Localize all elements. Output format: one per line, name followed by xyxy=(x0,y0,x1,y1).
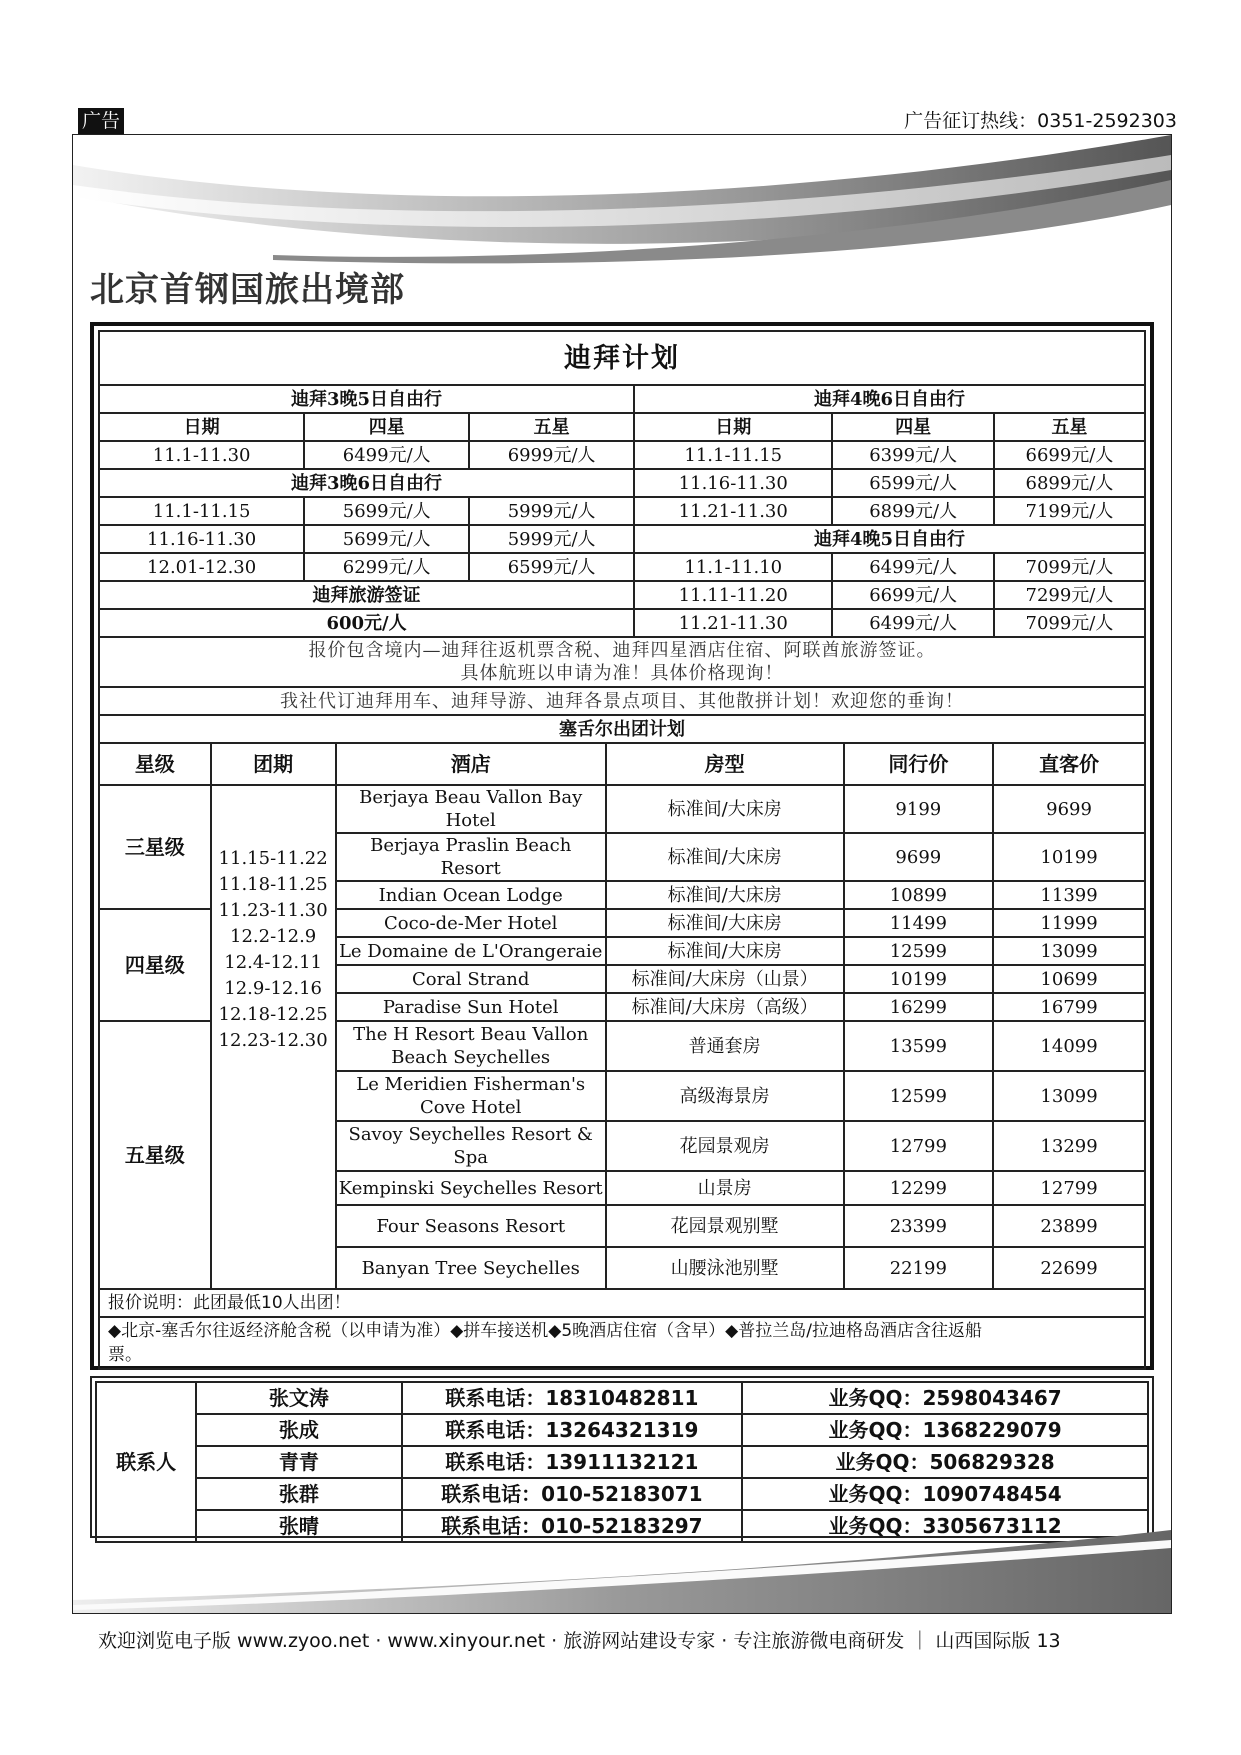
price-cell: 6499元/人 xyxy=(832,609,993,637)
trade-price-cell: 9199 xyxy=(844,785,994,833)
col-retail-price: 直客价 xyxy=(993,743,1145,785)
retail-price-cell: 13299 xyxy=(993,1121,1145,1171)
company-title: 北京首钢国旅出境部 xyxy=(90,270,405,310)
room-cell: 普通套房 xyxy=(606,1021,844,1071)
room-cell: 标准间/大床房（高级） xyxy=(606,993,844,1021)
ad-hotline: 广告征订热线：0351-2592303 xyxy=(904,110,1177,132)
table-row xyxy=(99,785,1145,833)
dubai-seychelles-plan-box xyxy=(90,322,1154,1370)
date-cell: 12.01-12.30 xyxy=(99,553,304,581)
dubai-note-line2: 具体航班以申请为准！具体价格现询！ xyxy=(460,663,784,684)
price-cell: 7099元/人 xyxy=(994,609,1145,637)
table-row xyxy=(99,609,1145,637)
header-swoosh-decoration xyxy=(73,135,1171,265)
hotel-cell: Four Seasons Resort xyxy=(336,1205,606,1247)
table-row xyxy=(99,497,1145,525)
dubai-4n6d-title: 迪拜4晚6日自由行 xyxy=(634,385,1145,413)
room-cell: 高级海景房 xyxy=(606,1071,844,1121)
star-group-5: 五星级 xyxy=(99,1021,211,1289)
date-cell: 11.21-11.30 xyxy=(634,609,832,637)
tour-date: 12.23-12.30 xyxy=(218,1030,328,1051)
col-4star: 四星 xyxy=(832,413,993,441)
contact-label: 联系人 xyxy=(96,1382,196,1542)
col-tour-dates: 团期 xyxy=(211,743,336,785)
seychelles-plan-title: 塞舌尔出团计划 xyxy=(99,715,1145,743)
trade-price-cell: 16299 xyxy=(844,993,994,1021)
room-cell: 花园景观房 xyxy=(606,1121,844,1171)
col-hotel: 酒店 xyxy=(336,743,606,785)
col-trade-price: 同行价 xyxy=(844,743,994,785)
contact-qq: 业务QQ：506829328 xyxy=(742,1446,1148,1478)
retail-price-cell: 10199 xyxy=(993,833,1145,881)
hotel-cell: Coco-de-Mer Hotel xyxy=(336,909,606,937)
room-cell: 标准间/大床房 xyxy=(606,833,844,881)
retail-price-cell: 12799 xyxy=(993,1171,1145,1205)
trade-price-cell: 23399 xyxy=(844,1205,994,1247)
price-cell: 6599元/人 xyxy=(832,469,993,497)
hotel-cell: Coral Strand xyxy=(336,965,606,993)
price-cell: 6599元/人 xyxy=(469,553,634,581)
table-row xyxy=(99,553,1145,581)
price-cell: 6499元/人 xyxy=(832,553,993,581)
room-cell: 标准间/大床房（山景） xyxy=(606,965,844,993)
tour-dates-list xyxy=(211,785,336,1289)
trade-price-cell: 12299 xyxy=(844,1171,994,1205)
contact-phone: 联系电话：010-52183297 xyxy=(402,1510,743,1542)
dubai-plan-title: 迪拜计划 xyxy=(99,331,1145,385)
dubai-visa-title: 迪拜旅游签证 xyxy=(99,581,634,609)
room-cell: 山景房 xyxy=(606,1171,844,1205)
trade-price-cell: 9699 xyxy=(844,833,994,881)
price-cell: 7099元/人 xyxy=(994,553,1145,581)
trade-price-cell: 12599 xyxy=(844,1071,994,1121)
col-4star: 四星 xyxy=(304,413,469,441)
trade-price-cell: 10199 xyxy=(844,965,994,993)
date-cell: 11.16-11.30 xyxy=(634,469,832,497)
retail-price-cell: 22699 xyxy=(993,1247,1145,1289)
tour-date: 11.23-11.30 xyxy=(218,900,328,921)
retail-price-cell: 11999 xyxy=(993,909,1145,937)
col-5star: 五星 xyxy=(994,413,1145,441)
ad-tag: 广告 xyxy=(78,108,124,134)
table-row xyxy=(99,469,1145,497)
retail-price-cell: 11399 xyxy=(993,881,1145,909)
table-row xyxy=(99,525,1145,553)
room-cell: 标准间/大床房 xyxy=(606,937,844,965)
col-room-type: 房型 xyxy=(606,743,844,785)
date-cell: 11.1-11.15 xyxy=(634,441,832,469)
date-cell: 11.1-11.30 xyxy=(99,441,304,469)
hotel-cell: Le Domaine de L'Orangeraie xyxy=(336,937,606,965)
trade-price-cell: 12799 xyxy=(844,1121,994,1171)
tour-date: 11.15-11.22 xyxy=(218,848,328,869)
contact-box xyxy=(90,1376,1154,1538)
contact-phone: 联系电话：13264321319 xyxy=(402,1414,743,1446)
retail-price-cell: 13099 xyxy=(993,937,1145,965)
trade-price-cell: 11499 xyxy=(844,909,994,937)
retail-price-cell: 14099 xyxy=(993,1021,1145,1071)
tour-date: 12.18-12.25 xyxy=(218,1004,328,1025)
price-cell: 6499元/人 xyxy=(304,441,469,469)
table-row xyxy=(99,581,1145,609)
col-5star: 五星 xyxy=(469,413,634,441)
room-cell: 花园景观别墅 xyxy=(606,1205,844,1247)
price-cell: 6899元/人 xyxy=(832,497,993,525)
dubai-note-line1: 报价包含境内—迪拜往返机票含税、迪拜四星酒店住宿、阿联酋旅游签证。 xyxy=(308,640,936,661)
col-star-rating: 星级 xyxy=(99,743,211,785)
dubai-visa-price: 600元/人 xyxy=(99,609,634,637)
hotel-cell: Banyan Tree Seychelles xyxy=(336,1247,606,1289)
date-cell: 11.1-11.10 xyxy=(634,553,832,581)
tour-date: 12.2-12.9 xyxy=(230,926,317,947)
contact-phone: 联系电话：18310482811 xyxy=(402,1382,743,1414)
dubai-3n5d-title: 迪拜3晚5日自由行 xyxy=(99,385,634,413)
date-cell: 11.16-11.30 xyxy=(99,525,304,553)
tour-date: 12.9-12.16 xyxy=(224,978,322,999)
contact-phone: 联系电话：010-52183071 xyxy=(402,1478,743,1510)
col-date: 日期 xyxy=(634,413,832,441)
price-cell: 7199元/人 xyxy=(994,497,1145,525)
contact-name: 张群 xyxy=(196,1478,401,1510)
hotel-cell: Kempinski Seychelles Resort xyxy=(336,1171,606,1205)
price-cell: 6299元/人 xyxy=(304,553,469,581)
price-cell: 5999元/人 xyxy=(469,525,634,553)
price-cell: 5699元/人 xyxy=(304,525,469,553)
tour-includes: ◆北京-塞舌尔往返经济舱含税（以申请为准）◆拼车接送机◆5晚酒店住宿（含早）◆普拉兰岛/拉迪格岛酒店含往返船票。 xyxy=(99,1317,1145,1369)
footer-swoosh-decoration xyxy=(73,1530,1171,1613)
price-note: 报价说明：此团最低10人出团！ xyxy=(99,1289,1145,1317)
retail-price-cell: 16799 xyxy=(993,993,1145,1021)
retail-price-cell: 10699 xyxy=(993,965,1145,993)
date-cell: 11.1-11.15 xyxy=(99,497,304,525)
dubai-3n6d-title: 迪拜3晚6日自由行 xyxy=(99,469,634,497)
col-date: 日期 xyxy=(99,413,304,441)
table-row xyxy=(99,441,1145,469)
trade-price-cell: 22199 xyxy=(844,1247,994,1289)
contact-table xyxy=(95,1381,1149,1543)
contact-qq: 业务QQ：1090748454 xyxy=(742,1478,1148,1510)
tour-date: 11.18-11.25 xyxy=(218,874,328,895)
hotel-cell: Berjaya Beau Vallon Bay Hotel xyxy=(336,785,606,833)
date-cell: 11.21-11.30 xyxy=(634,497,832,525)
room-cell: 山腰泳池别墅 xyxy=(606,1247,844,1289)
contact-qq: 业务QQ：2598043467 xyxy=(742,1382,1148,1414)
contact-qq: 业务QQ：1368229079 xyxy=(742,1414,1148,1446)
date-cell: 11.11-11.20 xyxy=(634,581,832,609)
trade-price-cell: 12599 xyxy=(844,937,994,965)
dubai-note xyxy=(99,637,1145,687)
hotel-cell: Indian Ocean Lodge xyxy=(336,881,606,909)
tour-date: 12.4-12.11 xyxy=(224,952,322,973)
contact-name: 张文涛 xyxy=(196,1382,401,1414)
contact-qq: 业务QQ：3305673112 xyxy=(742,1510,1148,1542)
price-cell: 6699元/人 xyxy=(832,581,993,609)
price-cell: 5999元/人 xyxy=(469,497,634,525)
price-cell: 6999元/人 xyxy=(469,441,634,469)
hotel-cell: Berjaya Praslin Beach Resort xyxy=(336,833,606,881)
contact-name: 张成 xyxy=(196,1414,401,1446)
price-cell: 6399元/人 xyxy=(832,441,993,469)
dubai-service-note: 我社代订迪拜用车、迪拜导游、迪拜各景点项目、其他散拼计划！欢迎您的垂询！ xyxy=(99,687,1145,715)
hotel-cell: Paradise Sun Hotel xyxy=(336,993,606,1021)
contact-phone: 联系电话：13911132121 xyxy=(402,1446,743,1478)
price-cell: 5699元/人 xyxy=(304,497,469,525)
hotel-cell: The H Resort Beau Vallon Beach Seychelles xyxy=(336,1021,606,1071)
page-footer: 欢迎浏览电子版 www.zyoo.net · www.xinyour.net · 旅游网站建设专家 · 专注旅游微电商研发 ｜ 山西国际版 13 xyxy=(98,1630,1061,1652)
trade-price-cell: 10899 xyxy=(844,881,994,909)
room-cell: 标准间/大床房 xyxy=(606,909,844,937)
price-cell: 6699元/人 xyxy=(994,441,1145,469)
contact-name: 青青 xyxy=(196,1446,401,1478)
room-cell: 标准间/大床房 xyxy=(606,785,844,833)
trade-price-cell: 13599 xyxy=(844,1021,994,1071)
retail-price-cell: 23899 xyxy=(993,1205,1145,1247)
seychelles-plan-table xyxy=(98,742,1146,1370)
retail-price-cell: 13099 xyxy=(993,1071,1145,1121)
star-group-4: 四星级 xyxy=(99,909,211,1021)
price-cell: 7299元/人 xyxy=(994,581,1145,609)
retail-price-cell: 9699 xyxy=(993,785,1145,833)
hotel-cell: Le Meridien Fisherman's Cove Hotel xyxy=(336,1071,606,1121)
price-cell: 6899元/人 xyxy=(994,469,1145,497)
star-group-3: 三星级 xyxy=(99,785,211,909)
dubai-plan-table xyxy=(98,330,1146,744)
room-cell: 标准间/大床房 xyxy=(606,881,844,909)
hotel-cell: Savoy Seychelles Resort & Spa xyxy=(336,1121,606,1171)
dubai-4n5d-title: 迪拜4晚5日自由行 xyxy=(634,525,1145,553)
contact-name: 张晴 xyxy=(196,1510,401,1542)
